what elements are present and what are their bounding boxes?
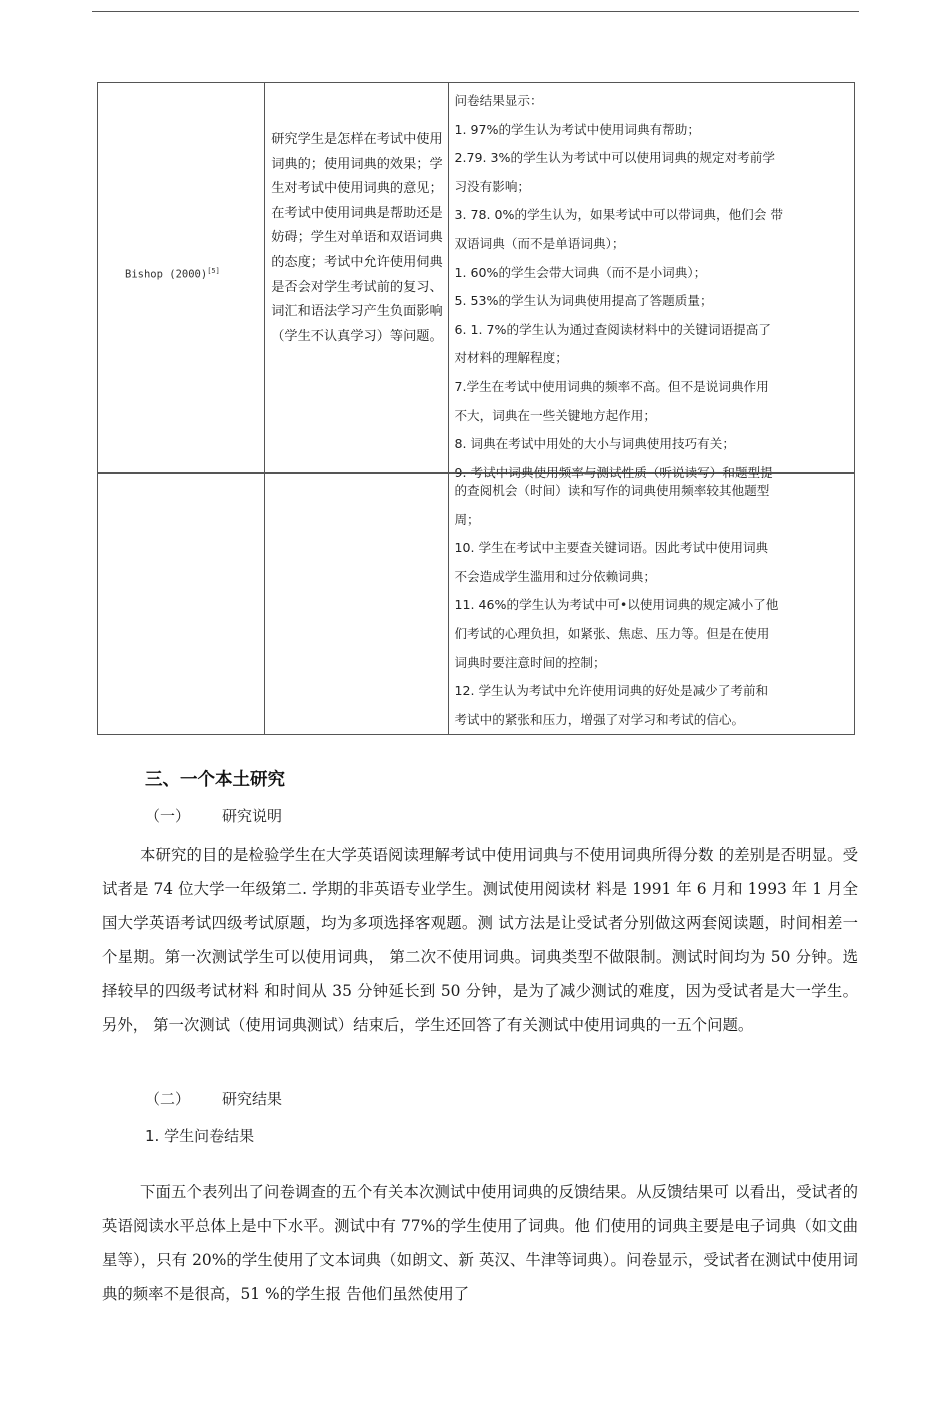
results-list-part2 [449, 473, 854, 734]
item-heading: 1. 学生问卷结果 [145, 1127, 255, 1145]
result-line: 周； [454, 511, 480, 527]
table-row [98, 83, 855, 474]
research-purpose: 研究学生是怎样在考试中使用词典的；使用词典的效果；学生对考试中使用词典的意见；在考试中使用词典是帮助还是妨碍；学生对单语和双语词典的态度；考试中允许使用伺典是否会对学生考试前的复习、词汇和语法学习产生负面影响（学生不认真学习）等问题。 [271, 132, 443, 344]
author-reference: [5] [207, 267, 220, 275]
result-line: 1. 60%的学生会带大词典（而不是小词典）； [454, 264, 707, 280]
result-line: 3. 78. 0%的学生认为，如果考试中可以带词典，他们会 带 [454, 207, 783, 223]
result-line: 双语词典（而不是单语词典）； [454, 235, 625, 251]
result-line: 10. 学生在考试中主要查关键词语。因此考试中使用词典 [454, 540, 769, 556]
table-row [98, 473, 855, 735]
subsection-title: 研究说明 [222, 807, 283, 825]
literature-table-part1 [97, 82, 855, 480]
subsection-number: （二） [145, 1090, 191, 1108]
result-line: 6. 1. 7%的学生认为通过查阅读材料中的关键词语提高了 [454, 321, 771, 337]
result-line: 2.79. 3%的学生认为考试中可以使用词典的规定对考前学 [454, 150, 775, 166]
result-line: 问卷结果显示： [454, 93, 543, 108]
subsection-number: （一） [145, 807, 191, 825]
result-line: 对材料的理解程度； [454, 350, 568, 366]
section-heading: 三、一个本土研究 [145, 770, 285, 790]
purpose-cell [265, 83, 449, 474]
author-cell [98, 83, 265, 474]
header-rule [92, 11, 859, 12]
result-line: 的查阅机会（时间）读和写作的词典使用频率较其他题型 [454, 483, 770, 498]
result-line: 7.学生在考试中使用词典的频率不高。但不是说词典作用 [454, 378, 769, 394]
result-line: 不大，词典在一些关键地方起作用； [454, 407, 656, 423]
result-line: 9. 考试中词典使用频率与测试性质（听说读写）和题型提 [454, 464, 773, 480]
author-citation [98, 83, 264, 281]
result-line: 12. 学生认为考试中允许使用词典的好处是减少了考前和 [454, 683, 769, 699]
subsection-heading-2 [145, 1088, 282, 1109]
result-line: 不会造成学生滥用和过分依赖词典； [454, 568, 656, 584]
subsection-title: 研究结果 [222, 1090, 283, 1108]
paragraph-study-description: 本研究的目的是检验学生在大学英语阅读理解考试中使用词典与不使用词典所得分数 的差别是否明显。受试者是 74 位大学一年级第二. 学期的非英语专业学生。测试使用阅读材 料是 1991 年 6 月和 1993 年 1 月全国大学英语考试四级考试原题，均为多项选择客观题。测 试方法是让受试者分别做这两套阅读题，时间相差一个星期。第一次测试学生可以使用词典， 第二次不使用词典。词典类型不做限制。测试时间均为 50 分钟。选择较早的四级考试材料 和时间从 35 分钟延长到 50 分钟，是为了减少测试的难度，因为受试者是大一学生。另外， 第一次测试（使用词典测试）结束后，学生还回答了有关测试中使用词典的一五个问题。 [102, 846, 858, 1034]
empty-cell [98, 473, 265, 735]
subsection-heading-1 [145, 805, 282, 826]
author-name: Bishop (2000) [125, 268, 208, 281]
result-line: 5. 53%的学生认为词典使用提高了答题质量； [454, 293, 713, 309]
results-cell [449, 473, 855, 735]
result-line: 们考试的心理负担，如紧张、焦虑、压力等。但是在使用 [454, 625, 770, 641]
result-line: 8. 词典在考试中用处的大小与词典使用技巧有关； [454, 436, 735, 452]
result-line: 词典时要注意时间的控制； [454, 654, 606, 670]
literature-table-part2 [97, 472, 855, 735]
result-line: 考试中的紧张和压力，增强了对学习和考试的信心。 [454, 711, 745, 727]
result-line: 习没有影响； [454, 178, 531, 194]
result-line: 11. 46%的学生认为考试中可•以使用词典的规定减小了他 [454, 597, 779, 613]
results-cell [449, 83, 855, 480]
paragraph-questionnaire-results: 下面五个表列出了问卷调查的五个有关本次测试中使用词典的反馈结果。从反馈结果可 以看出，受试者的英语阅读水平总体上是中下水平。测试中有 77%的学生使用了词典。他 们使用的词典主要是电子词典（如文曲星等），只有 20%的学生使用了文本词典（如朗文、新 英汉、牛津等词典）。问卷显示，受试者在测试中使用词典的频率不是很高，51 %的学生报 告他们虽然使用了 [102, 1183, 858, 1303]
empty-cell [265, 473, 449, 735]
results-list-part1 [449, 83, 854, 480]
result-line: 1. 97%的学生认为考试中使用词典有帮助； [454, 121, 700, 137]
